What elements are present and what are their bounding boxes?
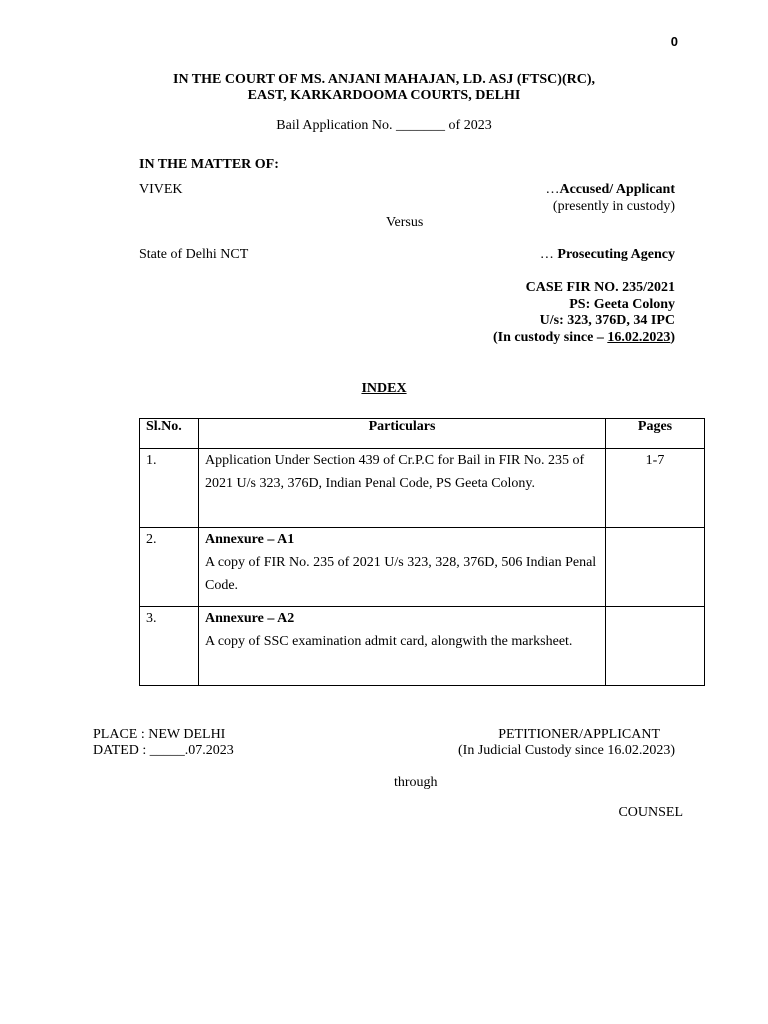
row-pages: [606, 607, 705, 686]
table-row: [140, 607, 705, 686]
table-row: [140, 528, 705, 607]
index-title: INDEX: [361, 381, 407, 396]
row-sl: 3.: [140, 607, 199, 686]
row-sl: 1.: [140, 449, 199, 528]
row-particulars: [199, 528, 606, 607]
accused-role: [545, 182, 675, 198]
row-particulars: [199, 607, 606, 686]
accused-role-label: Accused/ Applicant: [559, 182, 675, 197]
state-name: State of Delhi NCT: [139, 247, 249, 262]
header-pages: Pages: [606, 419, 705, 449]
matter-heading: IN THE MATTER OF:: [139, 157, 279, 172]
case-fir: CASE FIR NO. 235/2021: [525, 280, 675, 295]
row-heading: Annexure – A2: [205, 611, 295, 626]
row-text: A copy of FIR No. 235 of 2021 U/s 323, 328, 376D, 506 Indian Penal Code.: [205, 555, 597, 593]
footer-custody: (In Judicial Custody since 16.02.2023): [458, 743, 675, 758]
case-sections: U/s: 323, 376D, 34 IPC: [539, 313, 675, 328]
footer-petitioner: PETITIONER/APPLICANT: [498, 727, 660, 742]
row-pages: [606, 528, 705, 607]
index-table: [139, 418, 705, 686]
court-title-line1: IN THE COURT OF MS. ANJANI MAHAJAN, LD. ASJ (FTSC)(RC),: [173, 72, 595, 87]
state-role: [540, 247, 675, 263]
custody-prefix: (In custody since –: [492, 330, 608, 345]
court-title-line2: EAST, KARKARDOOMA COURTS, DELHI: [247, 88, 521, 103]
versus: Versus: [386, 215, 424, 230]
table-row: [140, 449, 705, 528]
footer-counsel: COUNSEL: [618, 805, 683, 820]
row-sl: 2.: [140, 528, 199, 607]
footer-place: PLACE : NEW DELHI: [93, 727, 226, 742]
header-sl: Sl.No.: [140, 419, 199, 449]
state-prefix: …: [539, 247, 558, 262]
row-pages: 1-7: [606, 449, 705, 528]
accused-prefix: …: [545, 182, 560, 197]
bail-application-number: Bail Application No. _______ of 2023: [276, 118, 492, 133]
accused-status: (presently in custody): [552, 199, 675, 214]
row-text: A copy of SSC examination admit card, alongwith the marksheet.: [205, 634, 573, 649]
custody-since: [493, 330, 675, 346]
table-header-row: [140, 419, 705, 449]
court-title: [0, 72, 768, 104]
footer-dated: DATED : _____.07.2023: [93, 743, 234, 758]
accused-name: VIVEK: [139, 182, 183, 197]
row-particulars: Application Under Section 439 of Cr.P.C for Bail in FIR No. 235 of 2021 U/s 323, 376D, Indian Penal Code, PS Geeta Colony.: [199, 449, 606, 528]
custody-date: 16.02.2023: [607, 330, 671, 345]
state-role-label: Prosecuting Agency: [557, 247, 675, 262]
page-number: 0: [670, 34, 678, 49]
header-particulars: Particulars: [199, 419, 606, 449]
custody-suffix: ): [670, 330, 675, 345]
footer-through: through: [394, 775, 438, 790]
row-heading: Annexure – A1: [205, 532, 295, 547]
case-ps: PS: Geeta Colony: [569, 297, 675, 312]
